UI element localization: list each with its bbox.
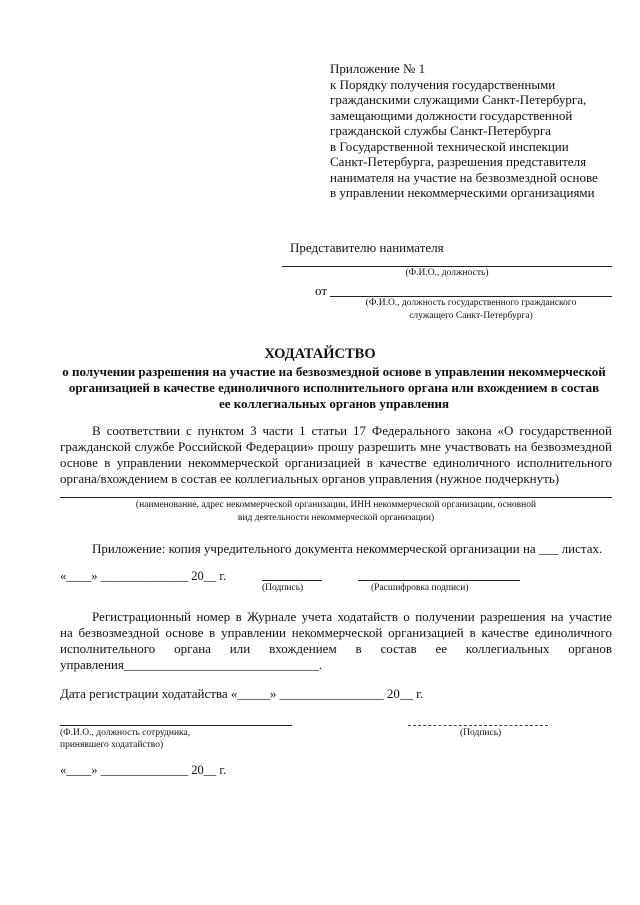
signature-line [262, 580, 322, 581]
addressee-to: Представителю нанимателя [290, 240, 444, 255]
receiver-line [60, 725, 292, 726]
org-line [60, 497, 612, 498]
org-caption-2: вид деятельности некоммерческой организации) [237, 513, 435, 523]
appendix-line: гражданской службы Санкт-Петербурга [330, 123, 551, 138]
registration-line: на безвозмездной основе в управлении некоммерческой организацией в качестве единоличного [60, 625, 612, 640]
appendix-line: Санкт-Петербурга, разрешения представителя [330, 154, 587, 169]
paragraph-line: органа/вхождением в состав ее коллегиальных органов управления (нужное подчеркнуть) [60, 471, 560, 486]
appendix-line: Приложение № 1 [330, 61, 426, 76]
paragraph-line: В соответствии с пунктом 3 части 1 статьи 17 Федерального закона «О государственной [92, 423, 612, 438]
addressee-from: от [315, 283, 328, 298]
title-heading: ХОДАТАЙСТВО [264, 346, 376, 362]
to-caption: (Ф.И.О., должность) [405, 268, 489, 278]
registration-line: Регистрационный номер в Журнале учета ходатайств о получении разрешения на участие [92, 609, 612, 624]
registration-date: Дата регистрации ходатайства «_____» ________________ 20__ г. [60, 686, 424, 701]
appendix-line: нанимателя на участие на безвозмездной основе [330, 170, 598, 185]
from-caption-1: (Ф.И.О., должность государственного гражданского [365, 298, 577, 308]
receiver-caption-2: принявшего ходатайство) [60, 740, 164, 750]
sign-date: «____» ______________ 20__ г. [60, 569, 227, 583]
appendix-line: в управлении некоммерческими организациями [330, 185, 595, 200]
from-line [330, 296, 612, 297]
title-sub: о получении разрешения на участие на безвозмездной основе в управлении некоммерческой [62, 364, 606, 379]
paragraph-line: гражданской службе Российской Федерации» прошу разрешить мне участвовать на безвозмездной [60, 439, 612, 454]
appendix-line: к Порядку получения государственными [330, 77, 556, 92]
registration-line: управления______________________________. [60, 657, 323, 672]
decoding-caption: (Расшифровка подписи) [371, 583, 469, 593]
appendix-line: замещающими должности государственной [330, 108, 573, 123]
attachment-note: Приложение: копия учредительного документа некоммерческой организации на ___ листах. [92, 541, 603, 556]
appendix-line: гражданскими служащими Санкт-Петербурга, [330, 92, 587, 107]
org-caption-1: (наименование, адрес некоммерческой организации, ИНН некоммерческой организации, основной [135, 500, 537, 510]
title-sub: организацией в качестве единоличного исполнительного органа или вхождением в состав [68, 380, 600, 395]
from-caption-2: служащего Санкт-Петербурга) [409, 311, 533, 321]
appendix-line: в Государственной технической инспекции [330, 139, 569, 154]
to-line [282, 266, 612, 267]
paragraph-line: основе в управлении некоммерческой организацией в качестве единоличного исполнительного [60, 455, 612, 470]
receiver-caption-1: (Ф.И.О., должность сотрудника, [60, 728, 191, 738]
receiver-signature-caption: (Подпись) [460, 728, 502, 738]
signature-caption: (Подпись) [262, 583, 304, 593]
registration-line: исполнительного органа или вхождением в состав ее коллегиальных органов [60, 641, 612, 656]
receiver-date: «____» ______________ 20__ г. [60, 763, 227, 777]
receiver-signature-line [408, 725, 548, 726]
decoding-line [358, 580, 520, 581]
title-sub: ее коллегиальных органов управления [218, 396, 450, 411]
